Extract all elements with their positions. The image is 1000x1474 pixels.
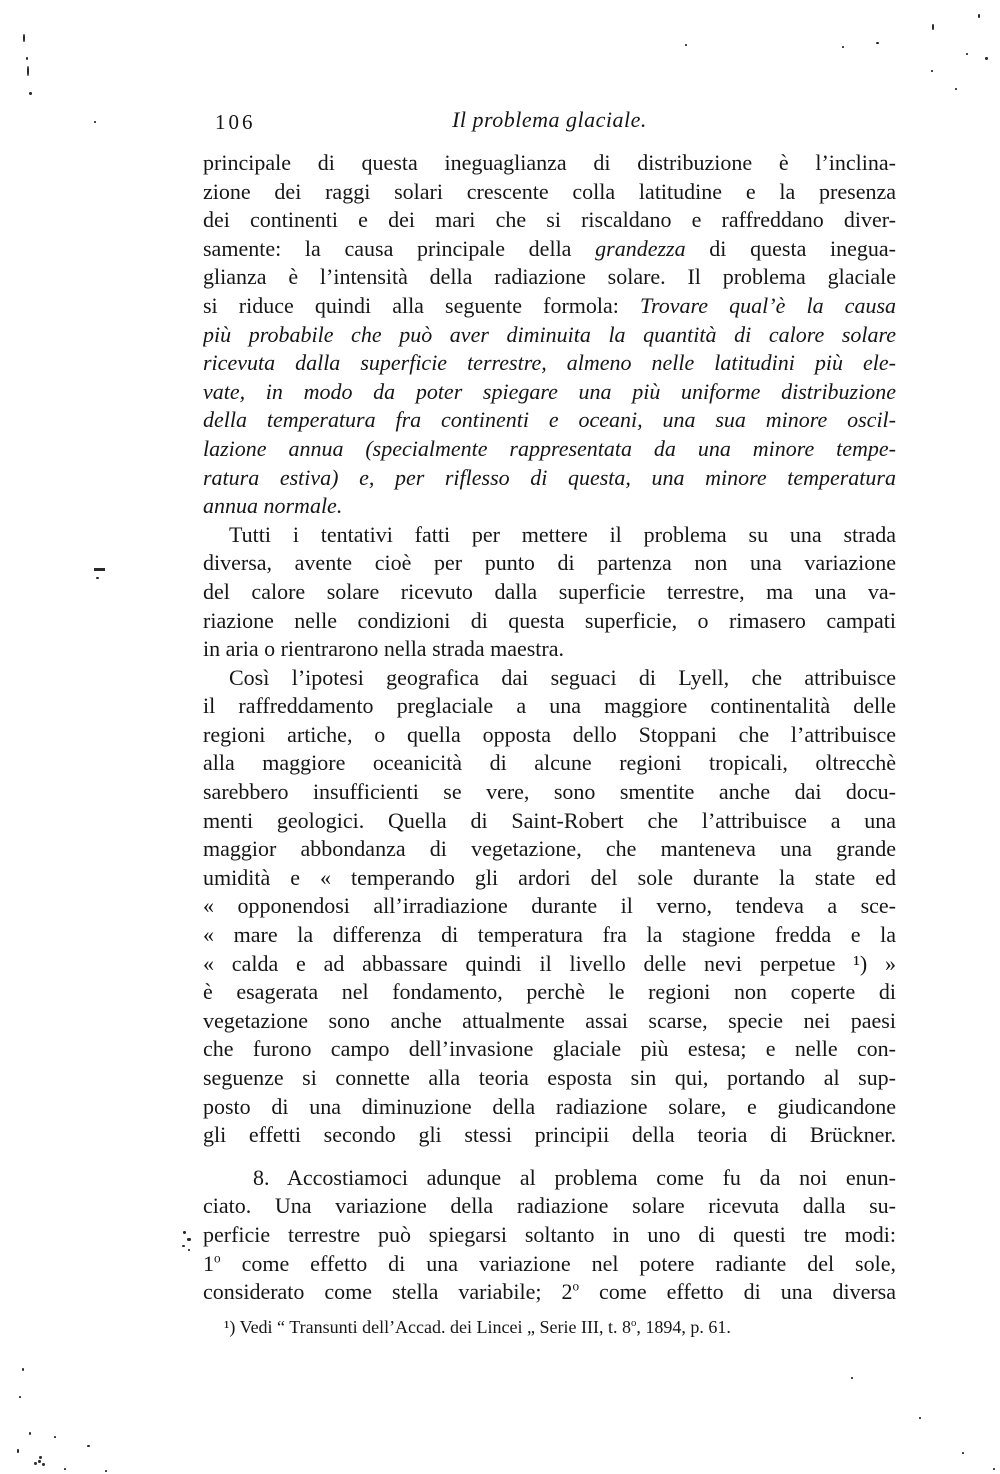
text-line: Così l’ipotesi geografica dai seguaci di Lyell, che attribuisce: [229, 664, 896, 690]
scan-speck: [985, 57, 988, 60]
text-line: samente: la causa principale della grandezza di questa inegua-: [203, 235, 896, 261]
text-line: menti geologici. Quella di Saint-Robert che l’attribuisce a una: [203, 807, 896, 833]
scan-speck: [29, 1432, 31, 1435]
text-line: 1$^o$ come effetto di una variazione nel potere radiante del sole,: [203, 1250, 896, 1276]
scan-speck: [966, 53, 968, 55]
text-line: vegetazione sono anche attualmente assai scarse, specie nei paesi: [203, 1007, 896, 1033]
text-line: maggior abbondanza di vegetazione, che manteneva una grande: [203, 836, 896, 862]
text-line: « opponendosi all’irradiazione durante il verno, tendeva a sce-: [203, 893, 896, 919]
scan-speck: [183, 1231, 186, 1234]
scan-speck: [962, 1452, 964, 1454]
footnote: ¹) Vedi “ Transunti dell’Accad. dei Lincei „ Serie III, t. 8$^o$, 1894, p. 61.: [224, 1317, 731, 1337]
text-line: alla maggiore oceanicità di alcune regioni tropicali, oltrecchè: [203, 750, 896, 776]
scan-speck: [932, 24, 934, 30]
body-text: [203, 149, 896, 1307]
scan-speck: [94, 121, 96, 123]
text-line: ratura estiva) e, per riflesso di questa, una minore temperatura: [203, 464, 896, 490]
scan-speck: [19, 1396, 21, 1398]
text-line: lazione annua (specialmente rappresentata da una minore tempe-: [203, 435, 896, 461]
scan-speck: [955, 88, 957, 90]
scan-speck: [842, 46, 844, 48]
text-line: seguenze si connette alla teoria esposta sin qui, portando al sup-: [203, 1065, 896, 1090]
text-line: glianza è l’intensità della radiazione solare. Il problema glaciale: [203, 264, 896, 290]
scan-speck: [26, 57, 28, 60]
scan-speck: [17, 1449, 19, 1453]
running-title: Il problema glaciale.: [452, 107, 647, 132]
text-line: della temperatura fra continenti e oceani, una sua minore oscil-: [203, 407, 896, 433]
scan-speck: [38, 1460, 41, 1463]
text-line: del calore solare ricevuto dalla superficie terrestre, ma una va-: [203, 578, 896, 604]
text-line: perficie terrestre può spiegarsi soltanto in uno di questi tre modi:: [203, 1221, 896, 1247]
text-line: « calda e ad abbassare quindi il livello delle nevi perpetue ¹) »: [203, 950, 896, 976]
scan-speck: [29, 92, 32, 95]
text-line: ciato. Una variazione della radiazione solare ricevuta dalla su-: [203, 1193, 896, 1219]
text-line: umidità e « temperando gli ardori del sole durante la state ed: [203, 864, 896, 890]
text-line: il raffreddamento preglaciale a una maggiore continentalità delle: [203, 693, 896, 719]
scan-speck: [993, 1468, 995, 1470]
text-line: più probabile che può aver diminuita la quantità di calore solare: [203, 321, 896, 347]
scan-speck: [27, 66, 29, 76]
text-line: principale di questa ineguaglianza di distribuzione è l’inclina-: [203, 150, 896, 175]
text-line: diversa, avente cioè per punto di partenza non una variazione: [203, 550, 896, 576]
text-line: è esagerata nel fondamento, perchè le regioni non coperte di: [203, 979, 896, 1005]
scan-speck: [851, 1377, 853, 1379]
text-line: in aria o rientrarono nella strada maestra.: [203, 636, 565, 662]
text-line: Tutti i tentativi fatti per mettere il problema su una strada: [229, 521, 896, 547]
scan-speck: [931, 70, 933, 72]
scan-speck: [105, 1470, 107, 1472]
para-2: [203, 521, 896, 664]
text-line: ricevuta dalla superficie terrestre, almeno nelle latitudini più ele-: [203, 350, 896, 376]
scan-speck: [188, 1249, 190, 1251]
scan-speck: [187, 1238, 191, 1241]
para-1: [203, 149, 896, 521]
scan-speck: [87, 1445, 90, 1447]
text-line: considerato come stella variabile; 2$^o$ come effetto di una diversa: [203, 1278, 896, 1305]
text-line: sarebbero insufficienti se vere, sono smentite anche dai docu-: [203, 779, 896, 805]
scan-speck: [23, 34, 25, 42]
para-4: [203, 1164, 896, 1307]
text-line: si riduce quindi alla seguente formola: Trovare qual’è la causa: [203, 292, 896, 318]
scan-speck: [96, 577, 99, 579]
scan-speck: [685, 44, 687, 46]
text-line: riazione nelle condizioni di questa superficie, o rimasero campati: [203, 607, 896, 633]
scan-speck: [22, 1368, 24, 1371]
scan-speck: [182, 1245, 185, 1247]
text-line: 8. Accostiamoci adunque al problema come fu da noi enun-: [253, 1164, 896, 1190]
scan-speck: [919, 1417, 921, 1419]
scan-speck: [94, 568, 105, 571]
text-line: vate, in modo da poter spiegare una più uniforme distribuzione: [203, 378, 896, 404]
text-line: che furono campo dell’invasione glaciale più estesa; e nelle con-: [203, 1036, 896, 1062]
para-3: [203, 664, 896, 1150]
text-line: annua normale.: [203, 493, 343, 519]
page-number: 106: [215, 110, 256, 134]
text-line: gli effetti secondo gli stessi principii della teoria di Brückner.: [203, 1122, 896, 1148]
text-line: regioni artiche, o quella opposta dello Stoppani che l’attribuisce: [203, 721, 896, 747]
text-line: dei continenti e dei mari che si riscaldano e raffreddano diver-: [203, 207, 896, 233]
scan-speck: [978, 14, 980, 18]
scan-speck: [876, 42, 879, 44]
scan-speck: [64, 1468, 66, 1470]
text-line: « mare la differenza di temperatura fra la stagione fredda e la: [203, 922, 896, 948]
scan-speck: [54, 1436, 56, 1438]
text-line: posto di una diminuzione della radiazione solare, e giudicandone: [203, 1093, 896, 1119]
text-line: zione dei raggi solari crescente colla latitudine e la presenza: [203, 178, 896, 204]
